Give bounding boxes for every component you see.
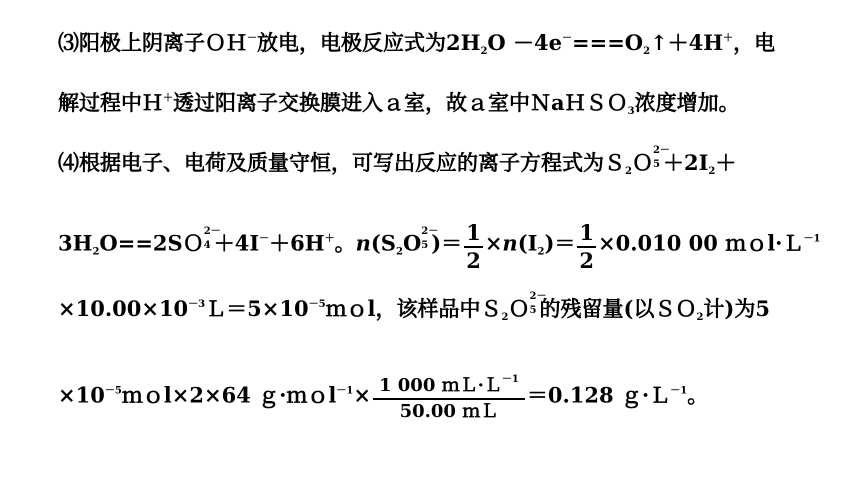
text: ⑶阳极上阴离子ＯＨ <box>58 30 247 55</box>
text: Ｏ <box>631 150 653 175</box>
charge-stack <box>529 291 547 316</box>
text: ，电 <box>733 30 776 55</box>
subscript: 5 <box>529 305 537 316</box>
subscript: 5 <box>652 159 660 170</box>
text: × <box>484 230 503 256</box>
text: ＋2I <box>662 150 709 175</box>
text: 1 000 ｍＬ·Ｌ <box>378 375 502 396</box>
subscript: 2 <box>395 246 403 258</box>
subscript: 4 <box>203 239 211 251</box>
text: ＋4I <box>213 230 260 256</box>
text: ＋ <box>715 150 737 175</box>
text-line-2 <box>58 90 740 116</box>
concentration-fraction <box>373 374 525 424</box>
text: )＝ <box>544 230 576 256</box>
text: ｍｏl×2×64 ｇ·ｍｏl <box>121 382 337 408</box>
text-line-3 <box>58 145 737 177</box>
text: 2SＯ <box>152 230 204 256</box>
text: ↑＋4H <box>650 30 724 55</box>
superscript: 2－ <box>421 225 439 237</box>
fraction-half <box>577 220 596 274</box>
text: 3H <box>58 230 93 256</box>
text: ⑷根据电子、电荷及质量守恒，可写出反应的离子方程式为Ｓ <box>58 150 625 175</box>
subscript: 3 <box>627 106 635 117</box>
superscript: 2－ <box>203 225 221 237</box>
fraction-denominator: 2 <box>466 248 481 273</box>
text: Ｏ <box>508 296 530 321</box>
superscript: － <box>247 33 257 44</box>
superscript: －3 <box>188 299 206 310</box>
text: ｍｏl，该样品中Ｓ <box>325 296 502 321</box>
text: 。 <box>334 230 356 256</box>
reaction-arrow: == <box>117 230 153 256</box>
text: 浓度增加。 <box>634 90 740 115</box>
text: O <box>99 230 118 256</box>
text: 解过程中Ｈ <box>58 90 163 115</box>
subscript: 2 <box>92 246 100 258</box>
superscript: －1 <box>501 374 519 385</box>
subscript: 2 <box>501 312 509 323</box>
text: ===O <box>572 30 644 55</box>
text: (S <box>370 230 396 256</box>
text: O <box>402 230 422 256</box>
subscript: 2 <box>537 246 545 258</box>
superscript: ＋ <box>723 33 734 44</box>
fraction-numerator: 1 <box>466 220 481 245</box>
text: ×10.00×10 <box>58 296 189 321</box>
superscript: －5 <box>104 385 122 397</box>
text: O －4e <box>487 30 562 55</box>
text: ＋6H <box>269 230 325 256</box>
text-line-5 <box>58 291 770 323</box>
superscript: 2－ <box>529 291 547 302</box>
variable-n: n <box>355 230 371 256</box>
text: 。 <box>687 382 709 408</box>
charge-stack <box>203 225 221 251</box>
text: ×10 <box>58 382 105 408</box>
fraction-denominator: 2 <box>579 248 594 273</box>
text: )＝ <box>431 230 463 256</box>
text: ×0.010 00 ｍｏl·Ｌ <box>598 230 804 256</box>
superscript: －5 <box>308 299 326 310</box>
charge-stack <box>421 225 439 251</box>
text: × <box>353 382 371 408</box>
variable-n: n <box>502 230 518 256</box>
text: 计)为5 <box>703 296 770 321</box>
text-line-6 <box>58 372 708 422</box>
text-line-1 <box>58 30 775 56</box>
fraction-denominator: 50.00 ｍＬ <box>399 401 499 422</box>
text: 的残留量(以ＳＯ <box>539 296 697 321</box>
superscript: － <box>562 33 572 44</box>
subscript: 2 <box>625 166 632 177</box>
fraction-numerator: 1 <box>579 220 594 245</box>
superscript: －1 <box>336 385 354 397</box>
text: 透过阳离子交换膜进入ａ室，故ａ室中ＮaＨＳＯ <box>173 90 628 115</box>
subscript: 2 <box>708 166 716 177</box>
subscript: 2 <box>696 312 704 323</box>
superscript: － <box>259 233 270 245</box>
subscript: 5 <box>421 239 429 251</box>
fraction-half <box>464 220 483 274</box>
superscript: 2－ <box>652 145 670 156</box>
charge-stack <box>652 145 670 170</box>
superscript: ＋ <box>324 233 335 245</box>
text: Ｌ＝5×10 <box>205 296 309 321</box>
subscript: 2 <box>480 46 488 57</box>
superscript: －1 <box>670 385 688 397</box>
superscript: －1 <box>803 233 821 245</box>
fraction-numerator <box>373 374 525 398</box>
text: ＝0.128 ｇ·Ｌ <box>526 382 671 408</box>
text: (I <box>517 230 538 256</box>
subscript: 2 <box>643 46 651 57</box>
text: 放电，电极反应式为2H <box>257 30 481 55</box>
text-line-4 <box>58 218 820 272</box>
superscript: ＋ <box>163 93 173 104</box>
